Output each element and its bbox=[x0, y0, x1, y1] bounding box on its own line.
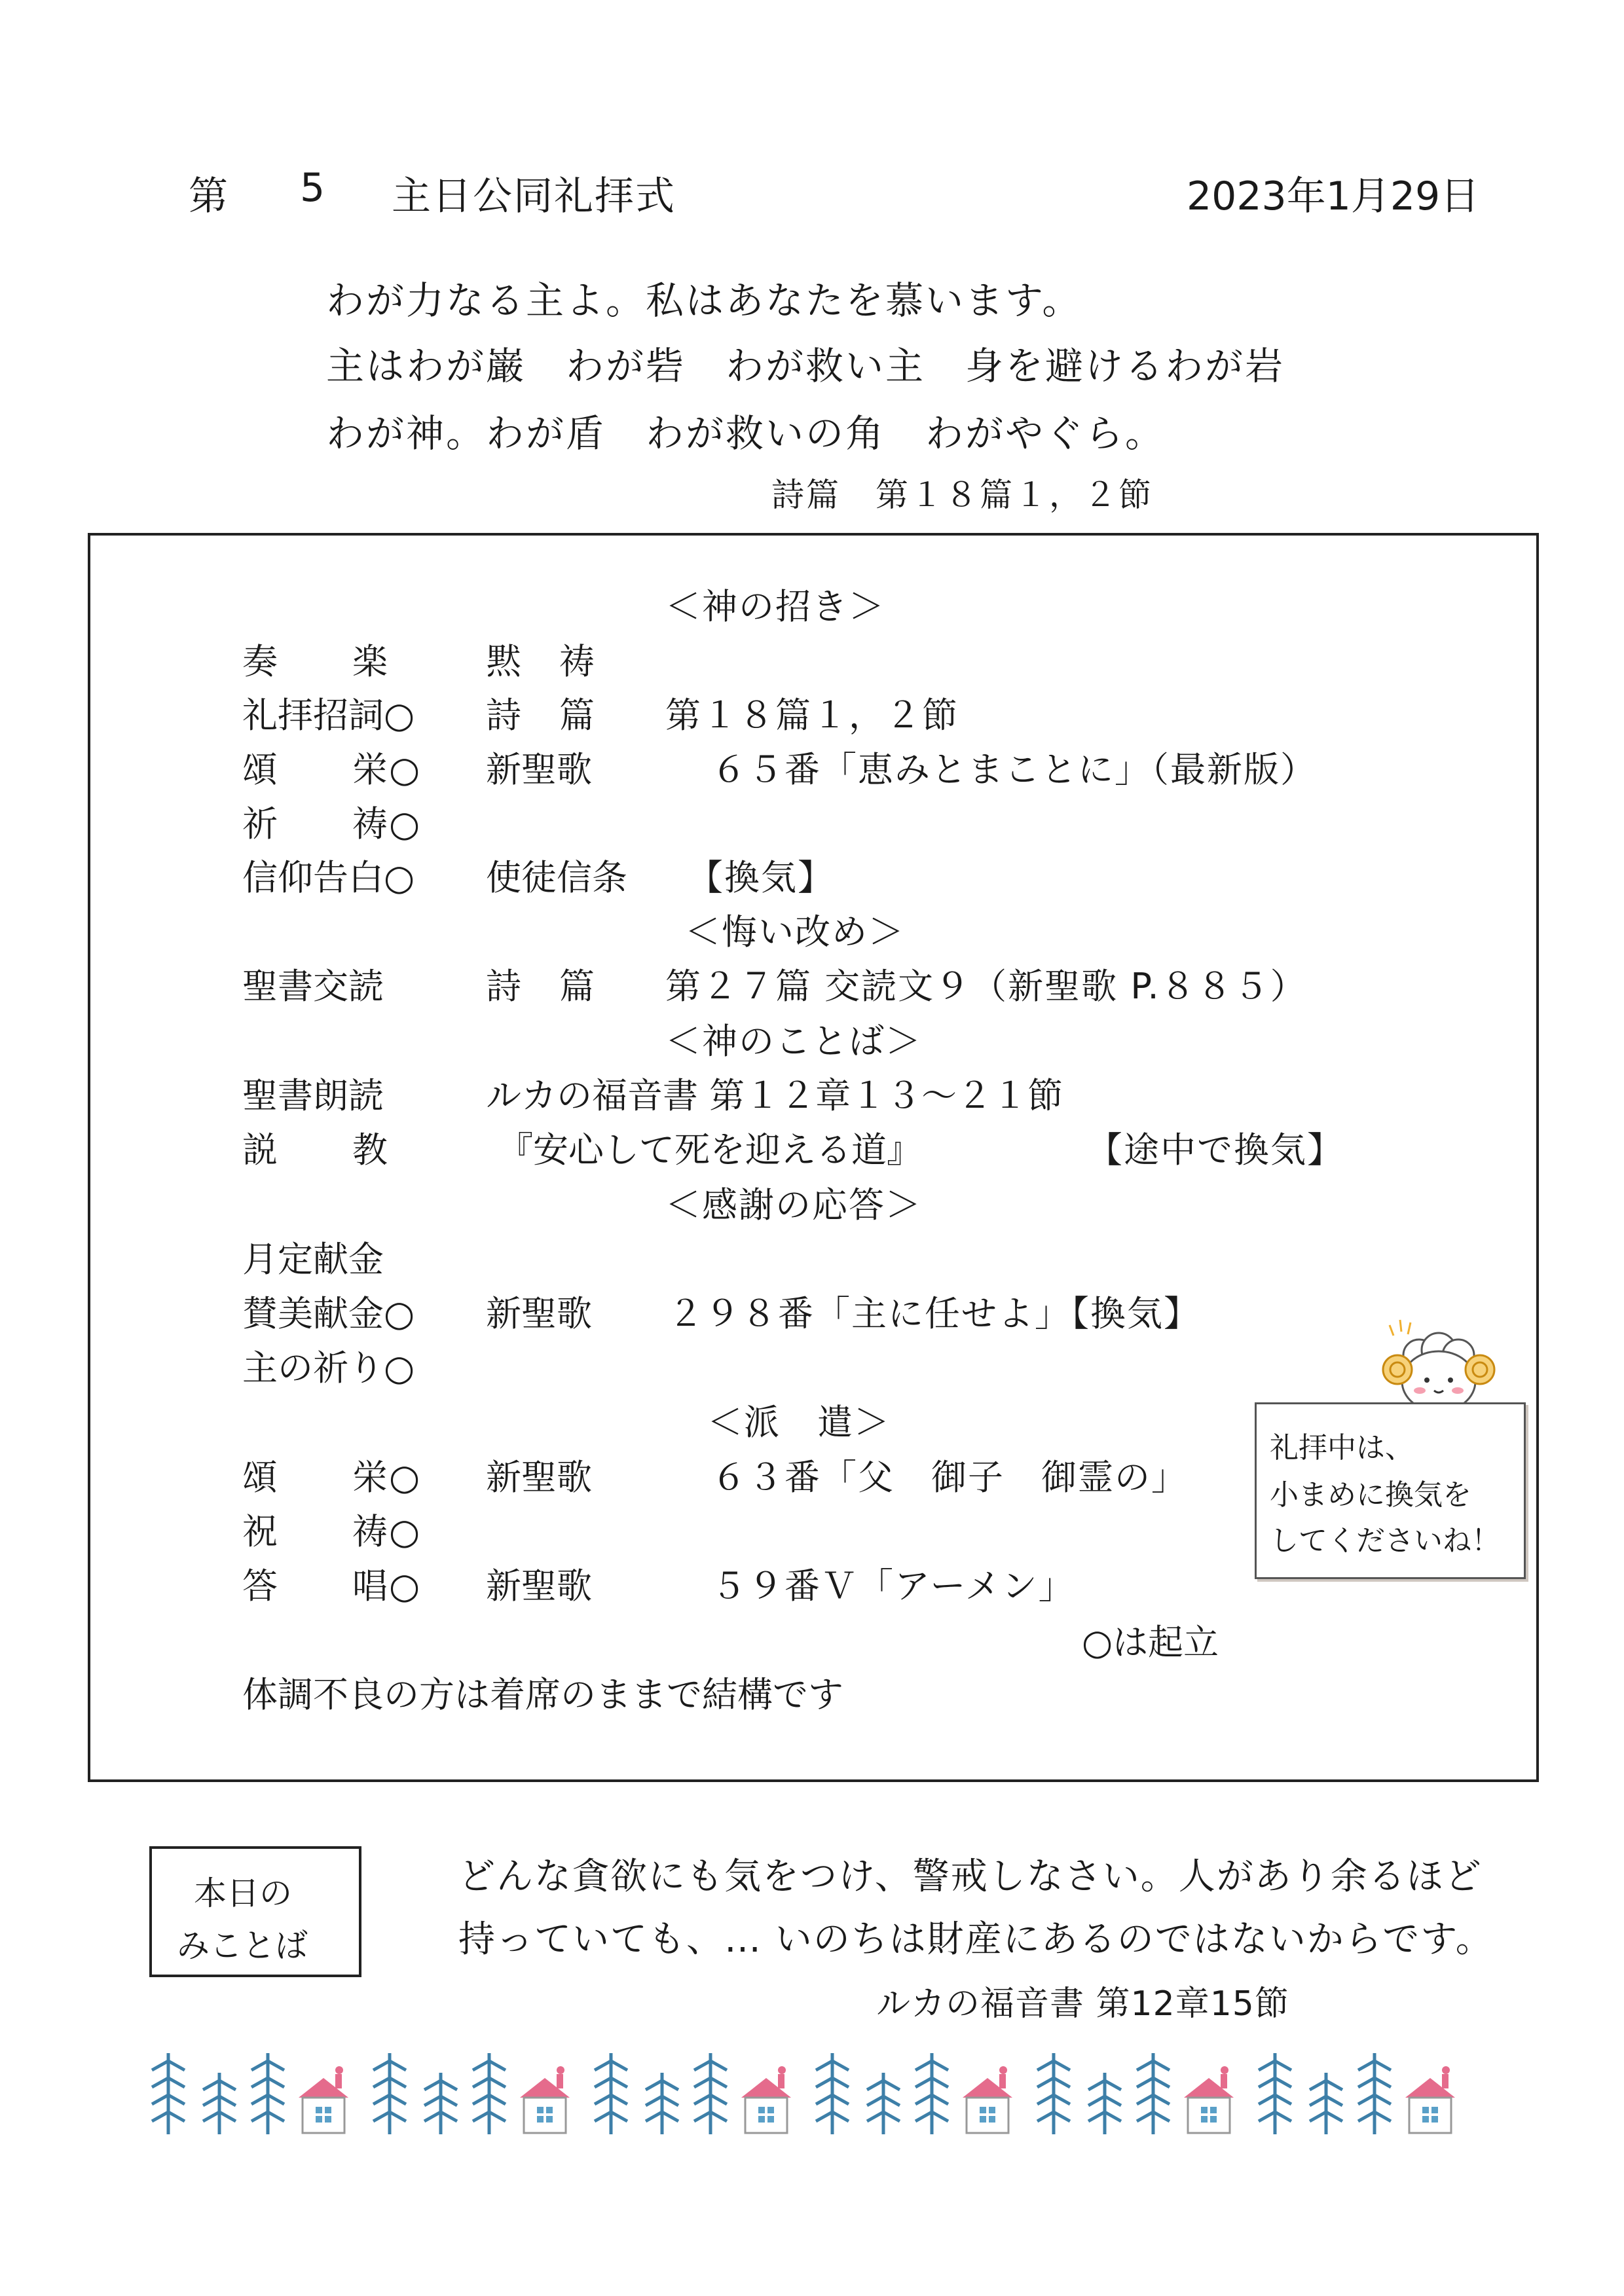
tree-icon bbox=[196, 2070, 242, 2136]
order-item-label: 月定献金 bbox=[242, 1239, 384, 1280]
note-line-2: 小まめに換気を bbox=[1270, 1478, 1471, 1512]
order-item-extra: ６５番「恵みとまことに」（最新版） bbox=[711, 749, 1317, 790]
service-title: 主日公同礼拝式 bbox=[392, 173, 676, 219]
tree-icon bbox=[909, 2050, 955, 2136]
order-item-detail: 新聖歌 bbox=[486, 1457, 592, 1498]
section-heading-repentance: ＜悔い改め＞ bbox=[685, 911, 905, 953]
house-icon bbox=[960, 2064, 1015, 2136]
order-item-detail: 詩 篇 bbox=[486, 966, 596, 1007]
todays-word-label-2: みことば bbox=[177, 1927, 308, 1965]
note-line-1: 礼拝中は、 bbox=[1270, 1431, 1414, 1465]
todays-word-label-1: 本日の bbox=[194, 1874, 292, 1912]
tree-icon bbox=[809, 2050, 855, 2136]
tree-icon bbox=[1031, 2050, 1077, 2136]
order-item-extra: ５９番Ｖ「アーメン」 bbox=[711, 1565, 1075, 1607]
house-icon bbox=[739, 2064, 794, 2136]
todays-word-reference: ルカの福音書 第12章15節 bbox=[876, 1984, 1289, 2024]
order-item-detail: 黙 祷 bbox=[486, 641, 596, 682]
order-item-label: 祈 祷○ bbox=[242, 803, 422, 845]
tree-icon bbox=[1303, 2070, 1349, 2136]
verse-line-2: 主はわが巌 わが砦 わが救い主 身を避けるわが岩 bbox=[326, 344, 1285, 388]
order-item-label: 礼拝招詞○ bbox=[242, 695, 415, 736]
standing-note: ○は起立 bbox=[1082, 1622, 1219, 1663]
tree-icon bbox=[860, 2070, 906, 2136]
order-item-extra: 第２７篇 交読文９（新聖歌 P.８８５） bbox=[665, 966, 1307, 1007]
todays-word-label-box bbox=[149, 1846, 361, 1977]
order-item-label: 聖書交読 bbox=[242, 966, 384, 1007]
tree-icon bbox=[418, 2070, 464, 2136]
order-item-detail: 新聖歌 bbox=[486, 1293, 592, 1334]
order-item-extra: ２９８番「主に任せよ」【換気】 bbox=[668, 1293, 1200, 1334]
verse-reference: 詩篇 第１８篇１，２節 bbox=[771, 476, 1153, 514]
order-item-label: 信仰告白○ bbox=[242, 857, 415, 898]
health-note: 体調不良の方は着席のままで結構です bbox=[242, 1674, 843, 1715]
house-icon bbox=[517, 2064, 572, 2136]
section-heading-word: ＜神のことば＞ bbox=[665, 1021, 922, 1062]
order-item-detail: 詩 篇 bbox=[486, 695, 596, 736]
section-heading-response: ＜感謝の応答＞ bbox=[665, 1184, 922, 1226]
tree-icon bbox=[1082, 2070, 1128, 2136]
tree-icon bbox=[1352, 2050, 1397, 2136]
order-item-label: 答 唱○ bbox=[242, 1565, 422, 1607]
tree-icon bbox=[145, 2050, 191, 2136]
order-item-extra: ６３番「父 御子 御霊の」 bbox=[711, 1457, 1188, 1498]
order-item-detail: 新聖歌 bbox=[486, 749, 592, 790]
order-item-detail: 新聖歌 bbox=[486, 1565, 592, 1607]
order-item-label: 頌 栄○ bbox=[242, 1457, 422, 1498]
house-icon bbox=[1181, 2064, 1236, 2136]
tree-icon bbox=[1130, 2050, 1176, 2136]
sermon-title: 『安心して死を迎える道』 bbox=[498, 1129, 922, 1171]
service-number-label: 第 bbox=[189, 173, 228, 219]
order-item-extra: 第１８篇１，２節 bbox=[665, 695, 959, 736]
verse-line-3: わが神。わが盾 わが救いの角 わがやぐら。 bbox=[326, 411, 1166, 456]
order-item-label: 祝 祷○ bbox=[242, 1511, 422, 1552]
service-date: 2023年1月29日 bbox=[1187, 173, 1480, 219]
tree-icon bbox=[639, 2070, 685, 2136]
verse-line-1: わが力なる主よ。私はあなたを慕います。 bbox=[326, 278, 1082, 323]
tree-icon bbox=[688, 2050, 733, 2136]
tree-icon bbox=[588, 2050, 634, 2136]
tree-icon bbox=[1252, 2050, 1298, 2136]
sheep-icon bbox=[1363, 1316, 1514, 1414]
tree-icon bbox=[466, 2050, 512, 2136]
order-item-label: 奏 楽 bbox=[242, 641, 389, 682]
todays-word-line-1: どんな貪欲にも気をつけ、警戒しなさい。人があり余るほど bbox=[458, 1855, 1483, 1898]
order-item-label: 主の祈り○ bbox=[242, 1347, 415, 1389]
service-number: 5 bbox=[300, 165, 325, 211]
order-item-label: 賛美献金○ bbox=[242, 1293, 415, 1334]
order-item-detail: ルカの福音書 第１２章１３～２１節 bbox=[486, 1075, 1063, 1116]
ventilation-note bbox=[1255, 1402, 1526, 1579]
order-item-label: 説 教 bbox=[242, 1129, 389, 1171]
todays-word-line-2: 持っていても、… いのちは財産にあるのではないからです。 bbox=[458, 1918, 1494, 1961]
note-line-3: してくださいね！ bbox=[1270, 1524, 1500, 1558]
house-icon bbox=[1403, 2064, 1458, 2136]
house-icon bbox=[296, 2064, 351, 2136]
order-item-extra: 【換気】 bbox=[688, 857, 834, 898]
order-item-label: 聖書朗読 bbox=[242, 1075, 384, 1116]
order-item-label: 頌 栄○ bbox=[242, 749, 422, 790]
tree-icon bbox=[367, 2050, 413, 2136]
section-heading-sending: ＜派 遣＞ bbox=[707, 1402, 891, 1443]
order-item-extra: 【途中で換気】 bbox=[1087, 1129, 1344, 1171]
section-heading-call: ＜神の招き＞ bbox=[665, 586, 885, 627]
tree-icon bbox=[245, 2050, 291, 2136]
order-item-detail: 使徒信条 bbox=[486, 857, 627, 898]
